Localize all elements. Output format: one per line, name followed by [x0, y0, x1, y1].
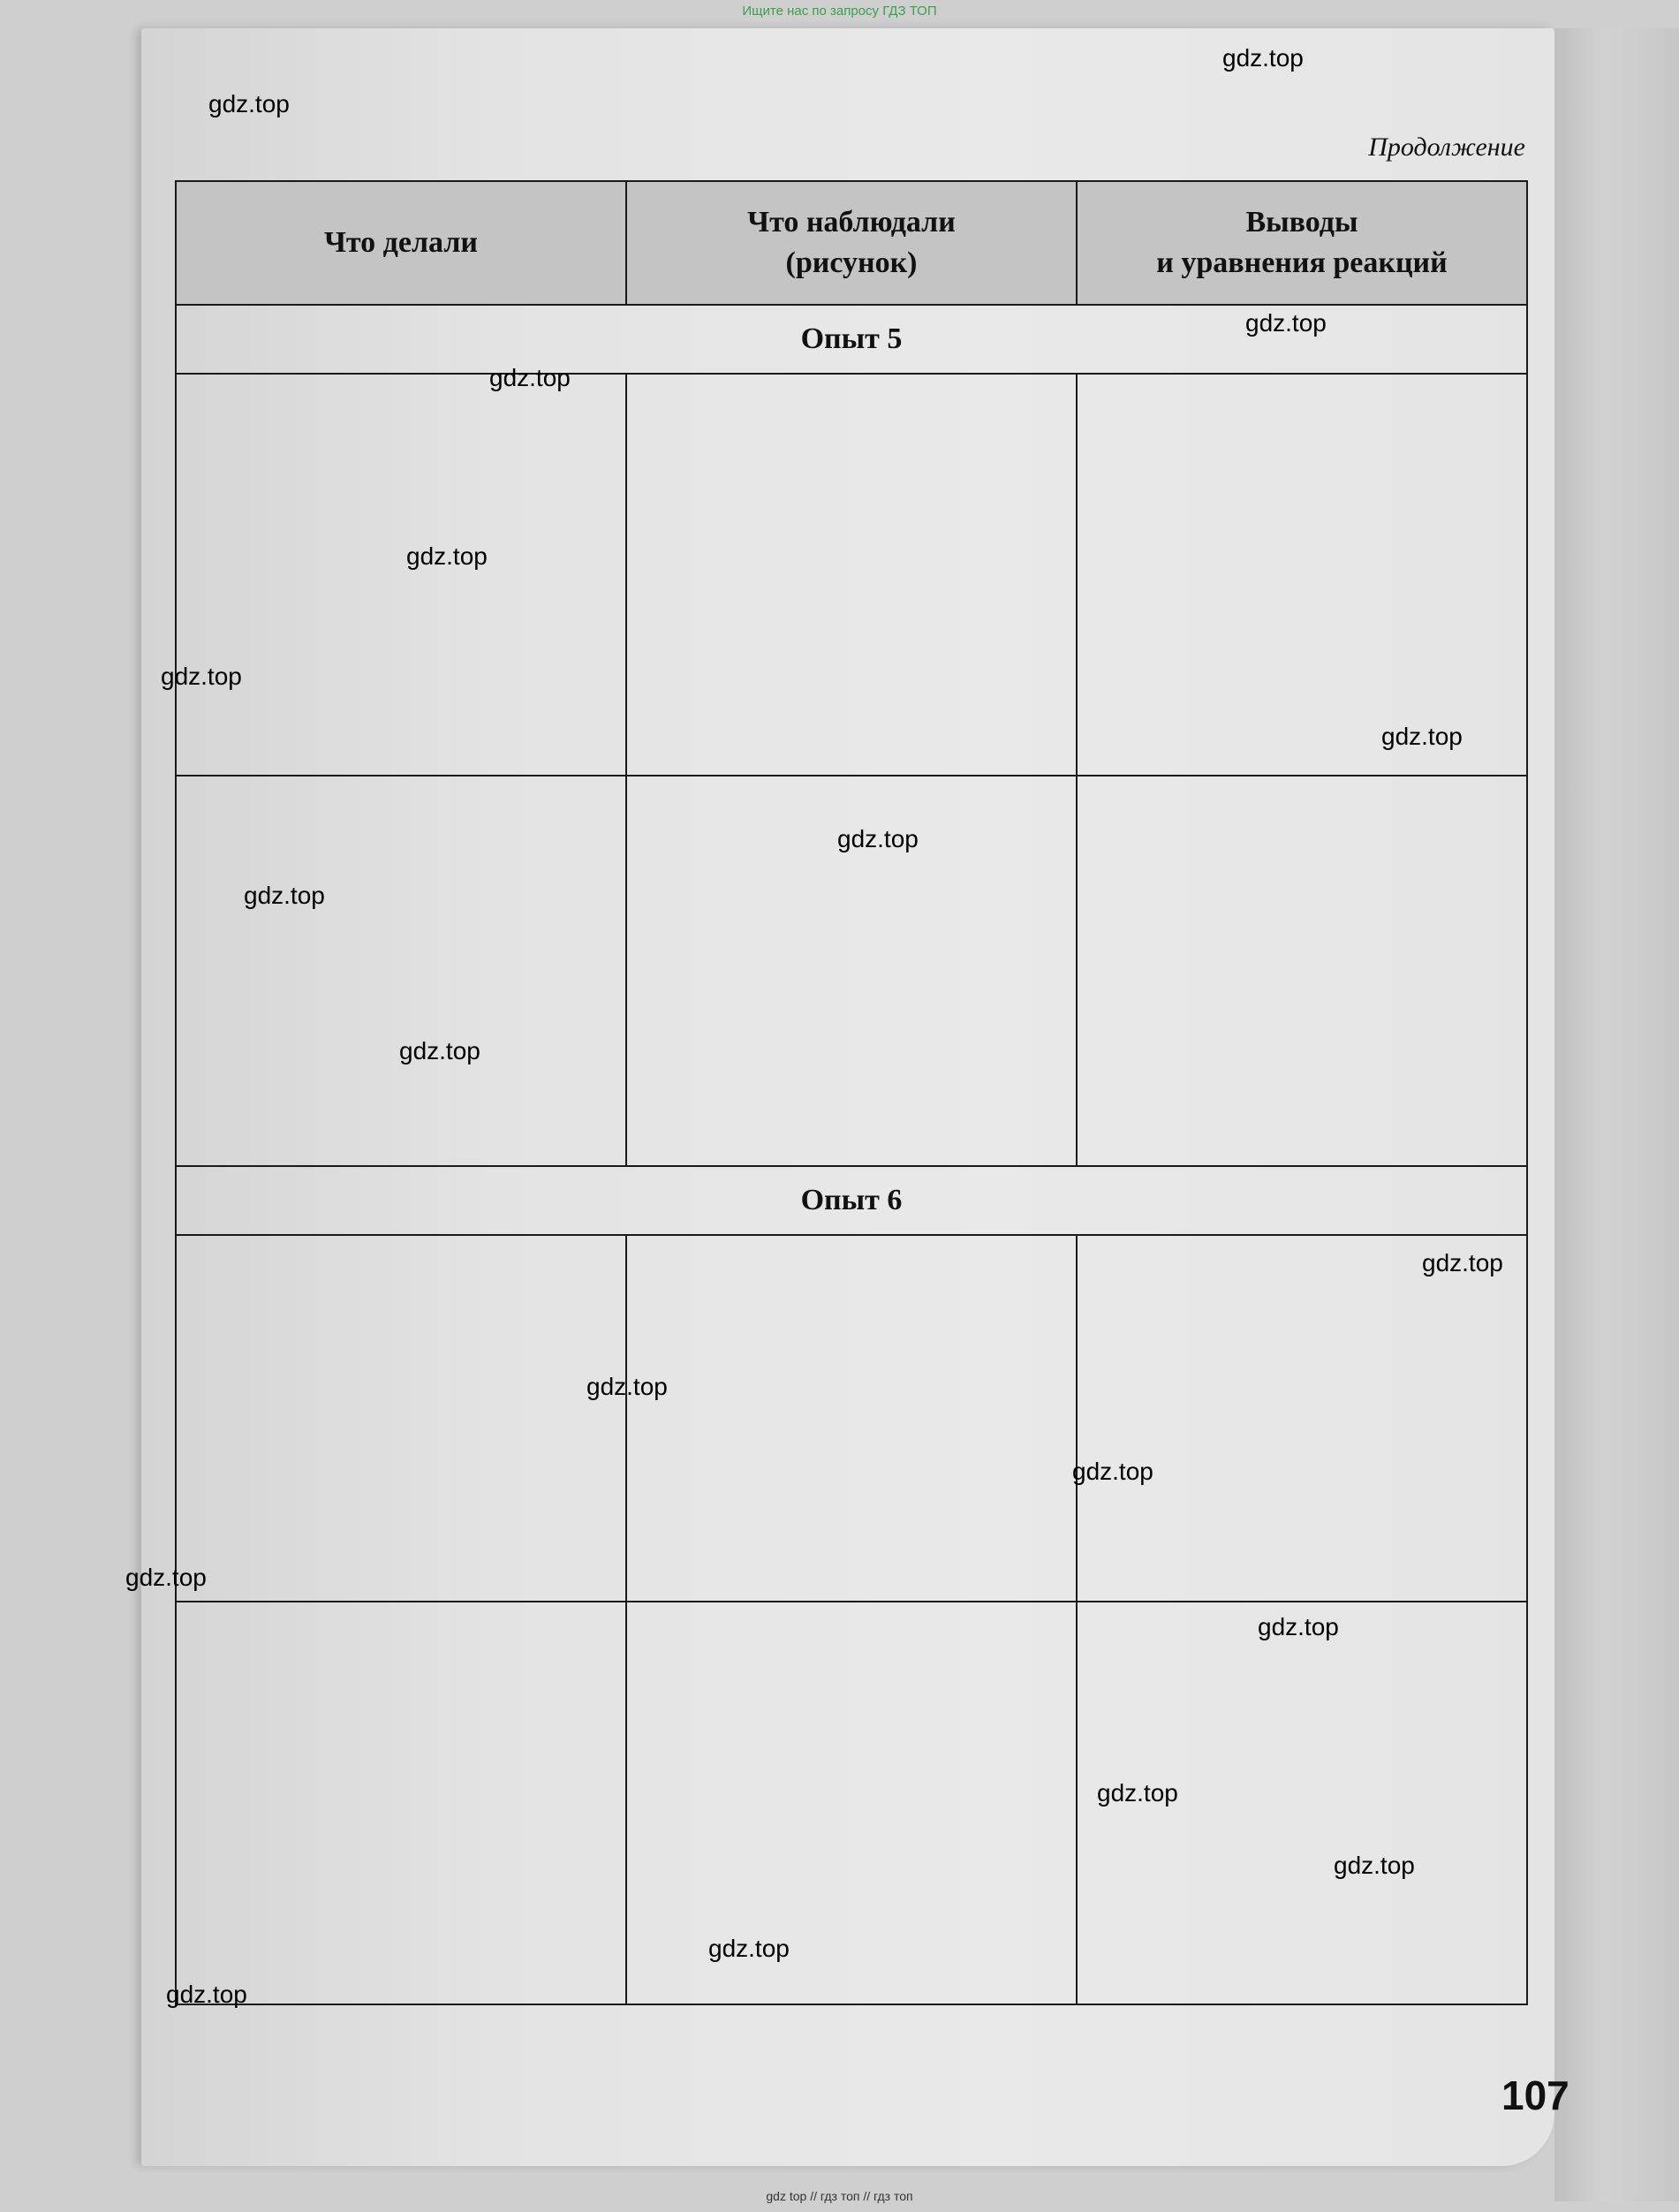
experiment-table [175, 180, 1528, 2005]
watermark: gdz.top [489, 364, 571, 391]
watermark: gdz.top [1097, 1779, 1178, 1807]
experiment-6-row [176, 1166, 1527, 1235]
page-edge-shadow [1554, 28, 1679, 2201]
answer-cell[interactable] [626, 1235, 1077, 1601]
watermark: gdz.top [1334, 1852, 1415, 1879]
answer-cell[interactable] [176, 374, 626, 775]
watermark: gdz.top [399, 1037, 480, 1064]
watermark: gdz.top [837, 825, 919, 852]
watermark: gdz.top [1258, 1613, 1339, 1640]
watermark: gdz.top [1381, 723, 1463, 750]
answer-cell[interactable] [1077, 1235, 1527, 1601]
watermark: gdz.top [161, 663, 242, 690]
watermark: gdz.top [125, 1564, 207, 1591]
table-row [176, 374, 1527, 775]
answer-cell[interactable] [176, 1602, 626, 2005]
continuation-label: Продолжение [1368, 133, 1525, 162]
watermark: gdz.top [586, 1373, 668, 1400]
table-row [176, 1235, 1527, 1601]
table-row [176, 1602, 1527, 2005]
answer-cell[interactable] [626, 374, 1077, 775]
header-conclusions: Выводы и уравнения реакций [1077, 181, 1527, 305]
watermark: gdz.top [208, 90, 290, 117]
answer-cell[interactable] [1077, 776, 1527, 1166]
watermark: gdz.top [244, 882, 325, 909]
answer-cell[interactable] [626, 1602, 1077, 2005]
watermark: gdz.top [166, 1981, 247, 2008]
watermark: gdz.top [1422, 1249, 1503, 1276]
experiment-6-title: Опыт 6 [176, 1166, 1527, 1235]
header-what-done: Что делали [176, 181, 626, 305]
answer-cell[interactable] [1077, 374, 1527, 775]
watermark: gdz.top [708, 1935, 790, 1962]
watermark: gdz.top [1222, 44, 1304, 72]
watermark: gdz.top [1072, 1458, 1153, 1485]
watermark: gdz.top [1245, 309, 1327, 337]
page-number: 107 [1501, 2072, 1569, 2118]
watermark: gdz.top [406, 542, 488, 570]
header-what-observed: Что наблюдали (рисунок) [626, 181, 1077, 305]
answer-cell[interactable] [176, 1235, 626, 1601]
answer-cell[interactable] [176, 776, 626, 1166]
bottom-banner: gdz top // гдз топ // гдз топ [766, 2189, 913, 2203]
table-header-row [176, 181, 1527, 305]
top-banner: Ищите нас по запросу ГДЗ ТОП [742, 4, 937, 19]
experiment-5-title: Опыт 5 [176, 305, 1527, 374]
